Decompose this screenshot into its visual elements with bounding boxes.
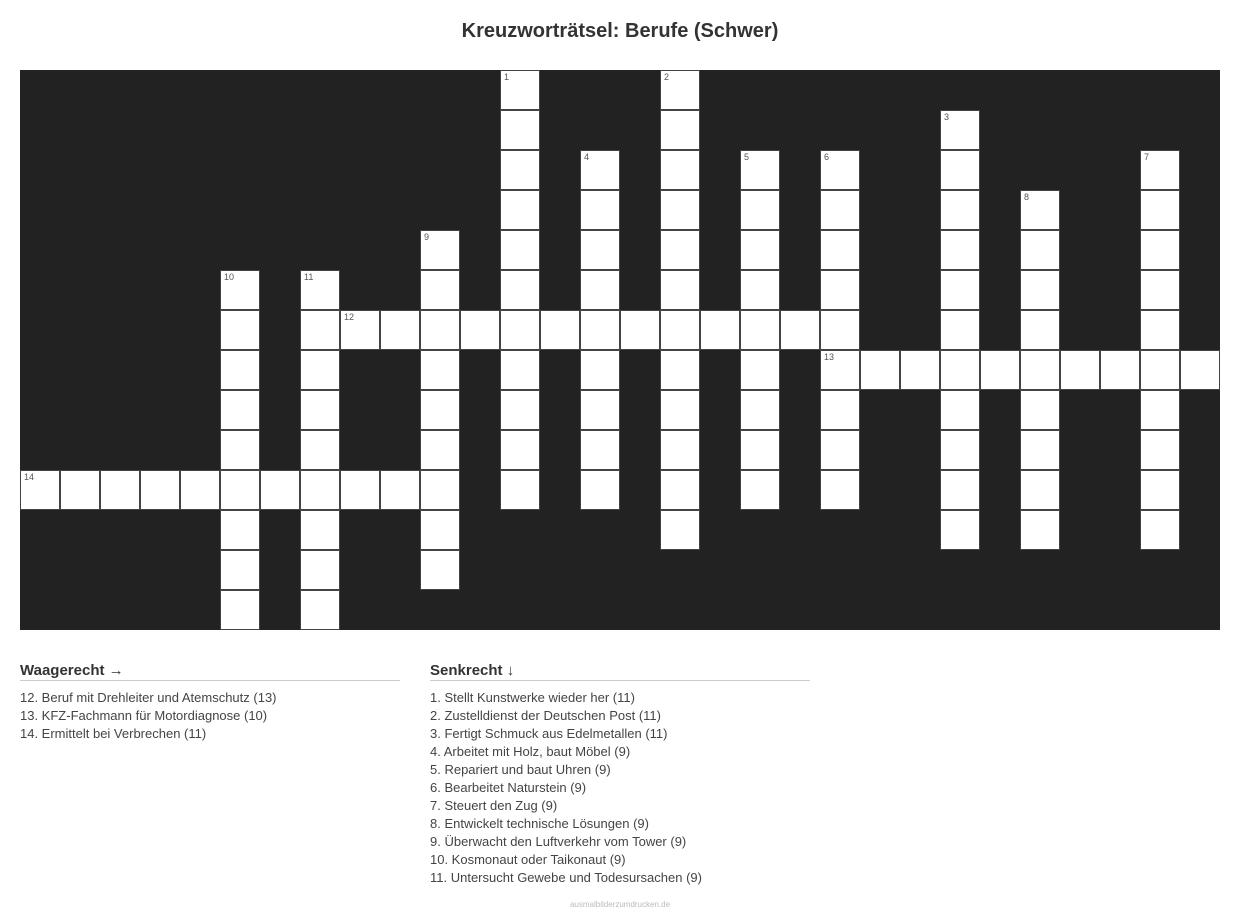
grid-cell[interactable]: [940, 350, 980, 390]
grid-cell[interactable]: [940, 150, 980, 190]
grid-cell[interactable]: [660, 470, 700, 510]
grid-cell[interactable]: [660, 430, 700, 470]
grid-cell[interactable]: [740, 430, 780, 470]
grid-cell[interactable]: [340, 310, 380, 350]
grid-cell[interactable]: [580, 270, 620, 310]
grid-cell[interactable]: [500, 310, 540, 350]
clue-item: 2. Zustelldienst der Deutschen Post (11): [430, 708, 661, 723]
grid-cell[interactable]: [580, 190, 620, 230]
grid-cell[interactable]: [1180, 350, 1220, 390]
grid-cell[interactable]: [660, 390, 700, 430]
grid-cell[interactable]: [220, 590, 260, 630]
clue-item: 1. Stellt Kunstwerke wieder her (11): [430, 690, 635, 705]
clue-item: 14. Ermittelt bei Verbrechen (11): [20, 726, 207, 741]
grid-cell[interactable]: [300, 510, 340, 550]
grid-cell[interactable]: [940, 190, 980, 230]
grid-cell[interactable]: [300, 350, 340, 390]
clue-number: 4: [584, 152, 590, 162]
grid-cell[interactable]: [660, 70, 700, 110]
grid-cell[interactable]: [60, 470, 100, 510]
grid-cell[interactable]: [500, 350, 540, 390]
down-clues-panel: [430, 662, 810, 887]
clue-item: 7. Steuert den Zug (9): [430, 798, 558, 813]
grid-cell[interactable]: [1020, 230, 1060, 270]
clue-number: 11: [304, 272, 314, 282]
grid-cell[interactable]: [500, 110, 540, 150]
grid-cell[interactable]: [220, 430, 260, 470]
grid-cell[interactable]: [740, 270, 780, 310]
grid-cell[interactable]: [500, 470, 540, 510]
grid-cell[interactable]: [1140, 190, 1180, 230]
grid-cell[interactable]: [1100, 350, 1140, 390]
clue-number: 5: [744, 152, 750, 162]
clue-item: 8. Entwickelt technische Lösungen (9): [430, 816, 649, 831]
grid-cell[interactable]: [220, 470, 260, 510]
grid-cell[interactable]: [340, 470, 380, 510]
grid-cell[interactable]: [140, 470, 180, 510]
grid-cell[interactable]: [300, 590, 340, 630]
grid-cell[interactable]: [500, 430, 540, 470]
grid-cell[interactable]: [1140, 430, 1180, 470]
grid-cell[interactable]: [420, 390, 460, 430]
grid-cell[interactable]: [500, 70, 540, 110]
grid-cell[interactable]: [180, 470, 220, 510]
grid-cell[interactable]: [500, 270, 540, 310]
grid-cell[interactable]: [820, 430, 860, 470]
clue-item: 4. Arbeitet mit Holz, baut Möbel (9): [430, 744, 631, 759]
grid-cell[interactable]: [1140, 470, 1180, 510]
grid-cell[interactable]: [300, 550, 340, 590]
clue-number: 8: [1024, 192, 1030, 202]
grid-cell[interactable]: [940, 110, 980, 150]
grid-cell[interactable]: [940, 470, 980, 510]
grid-cell[interactable]: [500, 150, 540, 190]
grid-cell[interactable]: [820, 150, 860, 190]
grid-cell[interactable]: [940, 230, 980, 270]
grid-cell[interactable]: [1140, 230, 1180, 270]
clue-item: 10. Kosmonaut oder Taikonaut (9): [430, 852, 626, 867]
grid-cell[interactable]: [980, 350, 1020, 390]
grid-cell[interactable]: [220, 310, 260, 350]
grid-cell[interactable]: [660, 270, 700, 310]
grid-cell[interactable]: [380, 310, 420, 350]
clue-item: 6. Bearbeitet Naturstein (9): [430, 780, 587, 795]
grid-cell[interactable]: [660, 310, 700, 350]
down-clue-list: [430, 689, 810, 887]
grid-cell[interactable]: [1140, 150, 1180, 190]
grid-cell[interactable]: [740, 230, 780, 270]
grid-cell[interactable]: [420, 550, 460, 590]
clue-number: 14: [24, 472, 35, 482]
grid-cell[interactable]: [420, 350, 460, 390]
clue-item: 13. KFZ-Fachmann für Motordiagnose (10): [20, 708, 268, 723]
grid-cell[interactable]: [1140, 310, 1180, 350]
grid-cell[interactable]: [580, 430, 620, 470]
clue-number: 2: [664, 72, 670, 82]
grid-cell[interactable]: [820, 390, 860, 430]
grid-cell[interactable]: [580, 390, 620, 430]
grid-cell[interactable]: [20, 470, 60, 510]
grid-cell[interactable]: [1140, 390, 1180, 430]
grid-cell[interactable]: [380, 470, 420, 510]
clue-item: 11. Untersucht Gewebe und Todesursachen (9): [430, 870, 702, 885]
grid-cell[interactable]: [580, 150, 620, 190]
grid-cell[interactable]: [1020, 430, 1060, 470]
clue-number: 9: [424, 232, 430, 242]
grid-cell[interactable]: [220, 390, 260, 430]
grid-cell[interactable]: [540, 310, 580, 350]
grid-cell[interactable]: [900, 350, 940, 390]
grid-cell[interactable]: [740, 190, 780, 230]
grid-cell[interactable]: [580, 350, 620, 390]
grid-cell[interactable]: [940, 390, 980, 430]
grid-cell[interactable]: [1140, 510, 1180, 550]
grid-cell[interactable]: [820, 230, 860, 270]
grid-cell[interactable]: [820, 190, 860, 230]
across-clues-panel: [20, 662, 400, 743]
grid-cell[interactable]: [820, 270, 860, 310]
grid-cell[interactable]: [580, 310, 620, 350]
crossword-grid: [20, 70, 1220, 630]
across-heading: Waagerecht →: [20, 662, 400, 681]
clue-item: 12. Beruf mit Drehleiter und Atemschutz (13): [20, 690, 277, 705]
grid-cell[interactable]: [1020, 510, 1060, 550]
grid-cell[interactable]: [1020, 190, 1060, 230]
clue-number: 1: [504, 72, 510, 82]
grid-cell[interactable]: [1020, 310, 1060, 350]
grid-cell[interactable]: [1020, 390, 1060, 430]
grid-cell[interactable]: [740, 470, 780, 510]
grid-cell[interactable]: [420, 430, 460, 470]
grid-cell[interactable]: [820, 470, 860, 510]
grid-cell[interactable]: [220, 550, 260, 590]
clue-item: 5. Repariert und baut Uhren (9): [430, 762, 611, 777]
grid-cell[interactable]: [100, 470, 140, 510]
grid-cell[interactable]: [420, 510, 460, 550]
grid-cell[interactable]: [580, 230, 620, 270]
grid-cell[interactable]: [300, 270, 340, 310]
grid-cell[interactable]: [660, 190, 700, 230]
down-heading: Senkrecht ↓: [430, 662, 810, 681]
grid-cell[interactable]: [1140, 350, 1180, 390]
grid-cell[interactable]: [660, 510, 700, 550]
grid-cell[interactable]: [660, 350, 700, 390]
grid-cell[interactable]: [420, 230, 460, 270]
grid-cell[interactable]: [220, 270, 260, 310]
grid-cell[interactable]: [780, 310, 820, 350]
across-clue-list: [20, 689, 400, 743]
grid-cell[interactable]: [220, 350, 260, 390]
grid-cell[interactable]: [1060, 350, 1100, 390]
grid-cell[interactable]: [420, 270, 460, 310]
grid-cell[interactable]: [700, 310, 740, 350]
grid-cell[interactable]: [220, 510, 260, 550]
grid-cell[interactable]: [300, 390, 340, 430]
grid-cell[interactable]: [660, 230, 700, 270]
clue-item: 3. Fertigt Schmuck aus Edelmetallen (11): [430, 726, 668, 741]
grid-cell[interactable]: [1020, 470, 1060, 510]
grid-cell[interactable]: [740, 150, 780, 190]
grid-cell[interactable]: [740, 390, 780, 430]
grid-cell[interactable]: [940, 310, 980, 350]
grid-cell[interactable]: [940, 430, 980, 470]
grid-cell[interactable]: [420, 310, 460, 350]
grid-cell[interactable]: [620, 310, 660, 350]
grid-cell[interactable]: [820, 310, 860, 350]
grid-cell[interactable]: [940, 510, 980, 550]
grid-cell[interactable]: [300, 430, 340, 470]
clue-number: 3: [944, 112, 950, 122]
grid-cell[interactable]: [1020, 270, 1060, 310]
clue-number: 10: [224, 272, 235, 282]
clue-number: 6: [824, 152, 830, 162]
grid-cell[interactable]: [660, 150, 700, 190]
grid-cell[interactable]: [500, 390, 540, 430]
grid-cell[interactable]: [940, 270, 980, 310]
grid-cell[interactable]: [1020, 350, 1060, 390]
clue-number: 12: [344, 312, 355, 322]
grid-cell[interactable]: [260, 470, 300, 510]
grid-cell[interactable]: [820, 350, 860, 390]
grid-cell[interactable]: [580, 470, 620, 510]
grid-cell[interactable]: [660, 110, 700, 150]
grid-cell[interactable]: [500, 190, 540, 230]
grid-cell[interactable]: [500, 230, 540, 270]
grid-cell[interactable]: [860, 350, 900, 390]
clue-number: 13: [824, 352, 835, 362]
grid-cell[interactable]: [300, 310, 340, 350]
grid-cell[interactable]: [740, 310, 780, 350]
grid-cell[interactable]: [460, 310, 500, 350]
grid-cell[interactable]: [420, 470, 460, 510]
page-title: Kreuzworträtsel: Berufe (Schwer): [461, 20, 779, 42]
grid-cell[interactable]: [300, 470, 340, 510]
clue-item: 9. Überwacht den Luftverkehr vom Tower (9): [430, 834, 687, 849]
footer-credit: ausmalbilderzumdrucken.de: [569, 900, 671, 909]
grid-cell[interactable]: [1140, 270, 1180, 310]
clue-number: 7: [1144, 152, 1150, 162]
grid-cell[interactable]: [740, 350, 780, 390]
